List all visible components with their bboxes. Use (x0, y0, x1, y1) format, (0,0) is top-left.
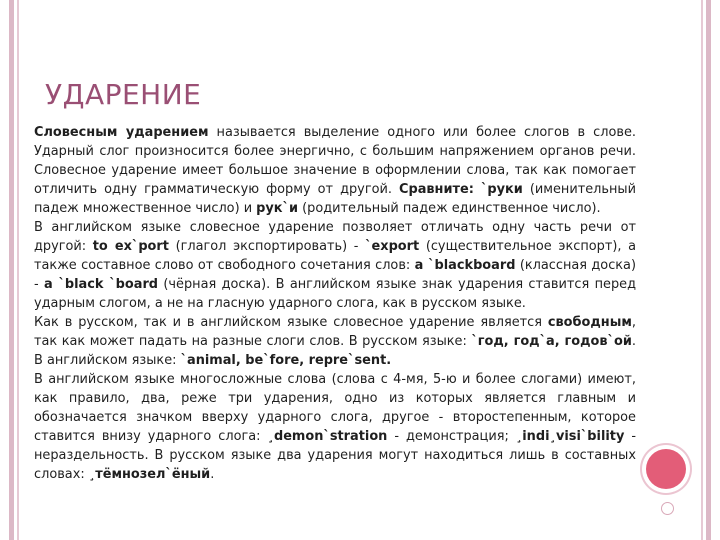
bold-term: a `blackboard (414, 258, 516, 273)
right-border-outer-line (706, 0, 711, 540)
text-run: - нераздельность. В русском языке два ударения могут находиться лишь в составных словах: (34, 429, 637, 482)
bold-term: ¸indi¸visi`bility (515, 429, 625, 444)
text-run: называется выделение одного или более слогов в слове. Ударный слог произносится более энергично, с большим напряжением органов речи. Словесное ударение имеет большое значение в оформлении слова, так как помогает отличить одну грамматическую форму от другой. (34, 125, 636, 197)
text-run: (именительный падеж множественное число) и (34, 182, 636, 216)
left-border-outer-line (9, 0, 14, 540)
decorative-pink-circle (646, 449, 686, 489)
slide-title: УДАРЕНИЕ (45, 78, 202, 111)
text-run: В английском языке словесное ударение позволяет отличать одну часть речи от другой: (34, 220, 636, 254)
paragraph-stress-definition (34, 123, 636, 218)
bold-term: `руки (480, 182, 523, 197)
slide-body (34, 123, 636, 484)
bold-term: `export (365, 239, 420, 254)
bold-term: Словесным ударением (34, 125, 209, 140)
text-run: В английском языке многосложные слова (слова с 4-мя, 5-ю и более слогами) имеют, как правило, два, реже три ударения, одно из которых является главным и обозначается значком вверху ударного слога, другое - второстепенным, которое ставится внизу ударного слога: (34, 372, 636, 444)
bold-term: to ex`port (92, 239, 169, 254)
bold-term: Сравните: (399, 182, 474, 197)
paragraph-free-stress (34, 313, 636, 370)
bold-term: `год, год`а, годов`ой (471, 334, 632, 349)
text-run: , так как может падать на разные слоги слов. В русском языке: (34, 315, 636, 349)
text-run: . (210, 467, 215, 482)
bold-term: ¸demon`stration (267, 429, 388, 444)
bold-term: `animal, be`fore, repre`sent. (180, 353, 392, 368)
text-run (474, 182, 481, 197)
text-run: (классная доска) - (34, 258, 636, 292)
decorative-small-circle (661, 502, 674, 515)
text-run: . В английском языке: (34, 334, 636, 368)
paragraph-multisyllabic-words (34, 370, 636, 484)
text-run: Как в русском, так и в английском языке словесное ударение является (34, 315, 548, 330)
bold-term: рук`и (256, 201, 299, 216)
text-run: (чёрная доска). В английском языке знак ударения ставится перед ударным слогом, а не на гласную ударного слога, как в русском языке. (34, 277, 636, 311)
text-run: - демонстрация; (387, 429, 516, 444)
text-run: (родительный падеж единственное число). (298, 201, 601, 216)
paragraph-english-stress-parts-of-speech (34, 218, 636, 313)
bold-term: свободным (547, 315, 632, 330)
text-run: (глагол экспортировать) - (168, 239, 366, 254)
bold-term: ¸тёмнозел`ёный (88, 467, 211, 482)
bold-term: a `black `board (44, 277, 159, 292)
left-border-inner-line (17, 0, 19, 540)
right-border-inner-line (701, 0, 703, 540)
text-run: (существительное экспорт), а также составное слово от свободного сочетания слов: (34, 239, 637, 273)
